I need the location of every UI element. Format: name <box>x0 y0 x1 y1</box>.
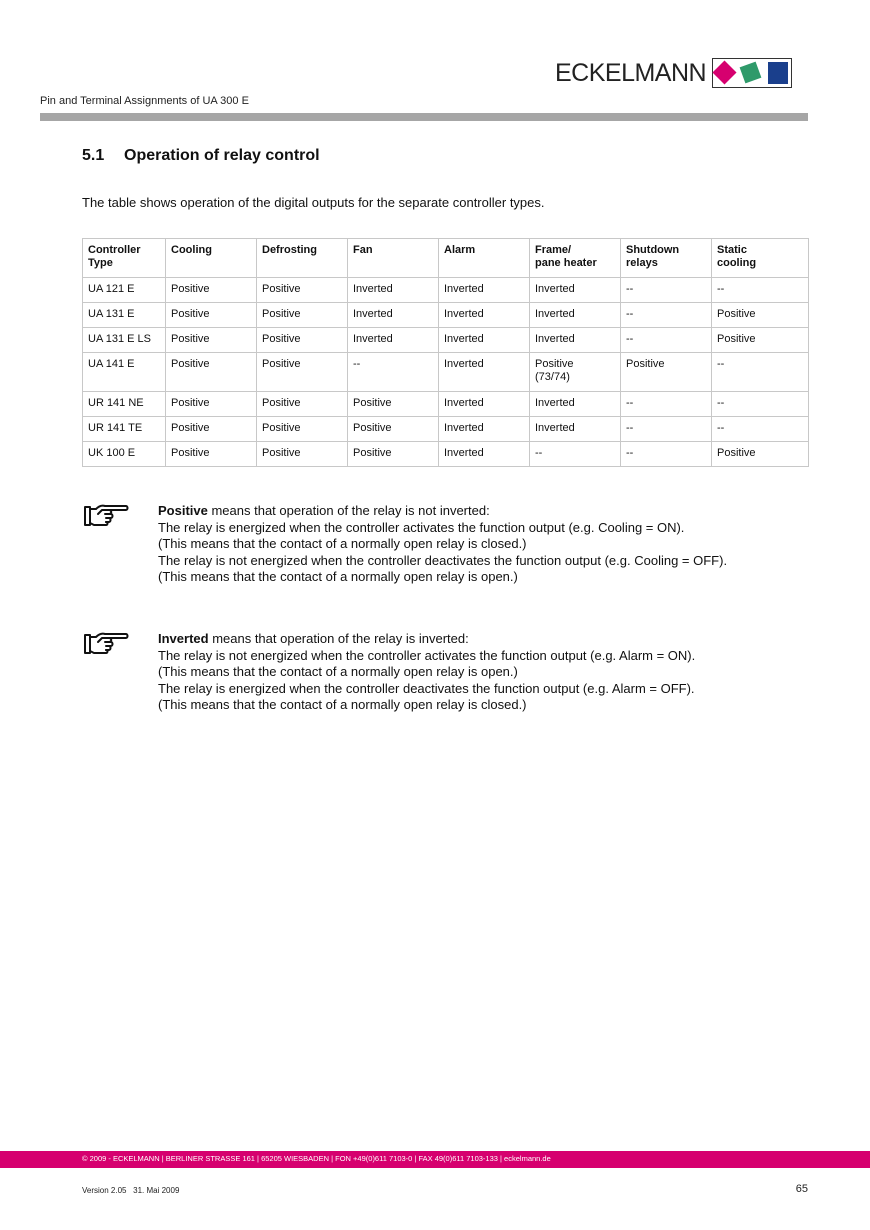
note-line: The relay is energized when the controller deactivates the function output (e.g. Alarm = OFF). <box>158 680 695 696</box>
cell-line: -- <box>626 447 634 459</box>
cell-line: Positive <box>353 397 392 409</box>
header-line: Alarm <box>444 244 476 256</box>
table-cell <box>257 303 348 328</box>
table-cell <box>621 442 712 467</box>
table-cell <box>257 328 348 353</box>
cell-line: Inverted <box>535 283 575 295</box>
cell-line: Positive <box>353 422 392 434</box>
section-heading <box>82 147 320 165</box>
cell-line: -- <box>717 283 725 295</box>
table-cell <box>621 417 712 442</box>
header-line: Shutdown <box>626 244 680 256</box>
table-cell <box>257 442 348 467</box>
table-cell <box>439 417 530 442</box>
header-line: Defrosting <box>262 244 317 256</box>
note-line: (This means that the contact of a normally open relay is open.) <box>158 569 518 584</box>
table-cell <box>83 278 166 303</box>
column-header <box>166 239 257 278</box>
cell-line: -- <box>717 422 725 434</box>
table-cell <box>166 328 257 353</box>
table-cell <box>439 353 530 392</box>
cell-line: Positive <box>171 333 210 345</box>
table-cell <box>348 442 439 467</box>
section-number: 5.1 <box>82 147 105 164</box>
cell-line: Positive <box>171 358 210 370</box>
table-cell <box>530 328 621 353</box>
table-cell <box>439 278 530 303</box>
cell-line: Positive <box>262 358 301 370</box>
table-cell <box>348 392 439 417</box>
table-cell <box>257 392 348 417</box>
table-cell <box>348 417 439 442</box>
cell-line: UA 131 E LS <box>88 333 151 345</box>
cell-line: Inverted <box>444 358 484 370</box>
table-cell <box>530 417 621 442</box>
document-title: Pin and Terminal Assignments of UA 300 E <box>40 95 249 107</box>
cell-line: Positive <box>171 397 210 409</box>
table-cell <box>83 303 166 328</box>
cell-line: -- <box>626 333 634 345</box>
table-cell <box>530 278 621 303</box>
table-cell <box>166 353 257 392</box>
table-cell <box>621 392 712 417</box>
table-cell <box>83 328 166 353</box>
cell-line: Positive <box>171 447 210 459</box>
note-text <box>158 503 818 586</box>
cell-line: UR 141 NE <box>88 397 144 409</box>
table-cell <box>166 392 257 417</box>
table-cell <box>530 353 621 392</box>
cell-line: Positive <box>171 308 210 320</box>
header-line: Static <box>717 244 747 256</box>
table-cell <box>439 328 530 353</box>
note-line: (This means that the contact of a normally open relay is closed.) <box>158 697 527 712</box>
cell-line: Inverted <box>444 447 484 459</box>
cell-line: Inverted <box>535 333 575 345</box>
note-term: Inverted <box>158 631 209 646</box>
cell-line: -- <box>717 358 725 370</box>
cell-line: Inverted <box>444 283 484 295</box>
table-cell <box>83 442 166 467</box>
table-cell <box>712 353 809 392</box>
company-logo <box>555 57 792 89</box>
table-row <box>83 303 809 328</box>
header-line: Frame/ <box>535 244 572 256</box>
note-line: The relay is not energized when the controller activates the function output (e.g. Alarm = ON). <box>158 647 696 663</box>
table-cell <box>712 328 809 353</box>
cell-line: UA 131 E <box>88 308 135 320</box>
cell-line: Inverted <box>535 397 575 409</box>
table-cell <box>348 303 439 328</box>
column-header <box>83 239 166 278</box>
cell-line: Inverted <box>535 308 575 320</box>
cell-line: Positive <box>717 333 756 345</box>
table-row <box>83 392 809 417</box>
column-header <box>621 239 712 278</box>
section-title: Operation of relay control <box>124 147 320 164</box>
header-line: relays <box>626 257 658 269</box>
cell-line: Inverted <box>353 308 393 320</box>
pointing-hand-icon <box>82 503 130 529</box>
logo-green-square <box>740 62 762 84</box>
version-info: Version 2.05 31. Mai 2009 <box>82 1186 180 1195</box>
table-cell <box>712 417 809 442</box>
column-header <box>530 239 621 278</box>
table-cell <box>530 442 621 467</box>
cell-line: -- <box>626 308 634 320</box>
cell-line: Inverted <box>353 283 393 295</box>
header-line: pane heater <box>535 257 597 269</box>
table-cell <box>166 442 257 467</box>
table-cell <box>83 417 166 442</box>
table-cell <box>83 392 166 417</box>
logo-marks <box>712 58 792 88</box>
footer-bar <box>0 1151 870 1168</box>
cell-line: UR 141 TE <box>88 422 143 434</box>
note-line: The relay is not energized when the controller deactivates the function output (e.g. Cooling = OFF). <box>158 552 728 568</box>
cell-line: -- <box>626 397 634 409</box>
table-cell <box>257 278 348 303</box>
cell-line: Inverted <box>353 333 393 345</box>
intro-paragraph: The table shows operation of the digital outputs for the separate controller types. <box>82 195 545 210</box>
header-line: Controller <box>88 244 141 256</box>
cell-line: -- <box>535 447 543 459</box>
table-row <box>83 353 809 392</box>
table-cell <box>166 303 257 328</box>
cell-line: UA 121 E <box>88 283 135 295</box>
logo-text: ECKELMANN <box>555 59 707 87</box>
table-cell <box>166 417 257 442</box>
table-row <box>83 328 809 353</box>
cell-line: Inverted <box>444 422 484 434</box>
cell-line: Positive <box>262 397 301 409</box>
cell-line: UK 100 E <box>88 447 136 459</box>
note-line: (This means that the contact of a normally open relay is closed.) <box>158 536 527 551</box>
table-cell <box>712 442 809 467</box>
cell-line: Positive <box>717 308 756 320</box>
note-intro: means that operation of the relay is inverted: <box>208 631 469 646</box>
cell-line: Positive <box>171 422 210 434</box>
table-cell <box>257 353 348 392</box>
cell-line: -- <box>353 358 361 370</box>
cell-line: Positive <box>262 422 301 434</box>
table-cell <box>621 353 712 392</box>
table-cell <box>83 353 166 392</box>
table-cell <box>712 392 809 417</box>
note-line: (This means that the contact of a normally open relay is open.) <box>158 664 518 679</box>
cell-line: Positive <box>262 308 301 320</box>
column-header <box>439 239 530 278</box>
table-cell <box>530 392 621 417</box>
page-number: 65 <box>795 1183 808 1195</box>
pointing-hand-icon <box>82 631 130 657</box>
note-line: The relay is energized when the controller activates the function output (e.g. Cooling = ON). <box>158 519 685 535</box>
note-term: Positive <box>158 503 208 518</box>
table-cell <box>712 303 809 328</box>
table-cell <box>166 278 257 303</box>
footer-contact: © 2009 - ECKELMANN | BERLINER STRASSE 161 | 65205 WIESBADEN | FON +49(0)611 7103-0 | FAX 49(0)611 7103-133 | eckelmann.de <box>82 1154 551 1163</box>
cell-line: Inverted <box>444 308 484 320</box>
table-cell <box>439 392 530 417</box>
table-header <box>83 239 809 278</box>
cell-line: UA 141 E <box>88 358 135 370</box>
cell-line: -- <box>626 422 634 434</box>
cell-line: Positive <box>626 358 665 370</box>
cell-line: Positive <box>171 283 210 295</box>
table-cell <box>439 303 530 328</box>
table-cell <box>257 417 348 442</box>
table-cell <box>348 328 439 353</box>
cell-line: Inverted <box>444 397 484 409</box>
column-header <box>712 239 809 278</box>
table-body <box>83 278 809 467</box>
cell-line: Positive <box>353 447 392 459</box>
header-line: Type <box>88 257 113 269</box>
note-intro: means that operation of the relay is not inverted: <box>207 503 490 518</box>
table-cell <box>530 303 621 328</box>
cell-line: -- <box>626 283 634 295</box>
cell-line: -- <box>717 397 725 409</box>
table-row <box>83 417 809 442</box>
cell-line: Inverted <box>444 333 484 345</box>
table-cell <box>712 278 809 303</box>
table-cell <box>621 328 712 353</box>
logo-red-square <box>713 60 737 84</box>
cell-line: Positive <box>717 447 756 459</box>
table-row <box>83 442 809 467</box>
note-text <box>158 631 818 714</box>
table-cell <box>621 303 712 328</box>
cell-line: Positive <box>535 358 574 370</box>
cell-line: Positive <box>262 447 301 459</box>
cell-line: Positive <box>262 283 301 295</box>
column-header <box>257 239 348 278</box>
column-header <box>348 239 439 278</box>
relay-operation-table <box>82 238 809 467</box>
cell-line: (73/74) <box>535 371 570 383</box>
header-divider <box>40 113 808 121</box>
table-cell <box>348 353 439 392</box>
logo-squares-icon <box>712 58 792 88</box>
header-row <box>83 239 809 278</box>
header-line: Cooling <box>171 244 212 256</box>
cell-line: Inverted <box>535 422 575 434</box>
table-cell <box>439 442 530 467</box>
header-line: Fan <box>353 244 373 256</box>
table-cell <box>348 278 439 303</box>
header-line: cooling <box>717 257 757 269</box>
cell-line: Positive <box>262 333 301 345</box>
table-cell <box>621 278 712 303</box>
table-row <box>83 278 809 303</box>
logo-blue-square <box>768 62 788 84</box>
